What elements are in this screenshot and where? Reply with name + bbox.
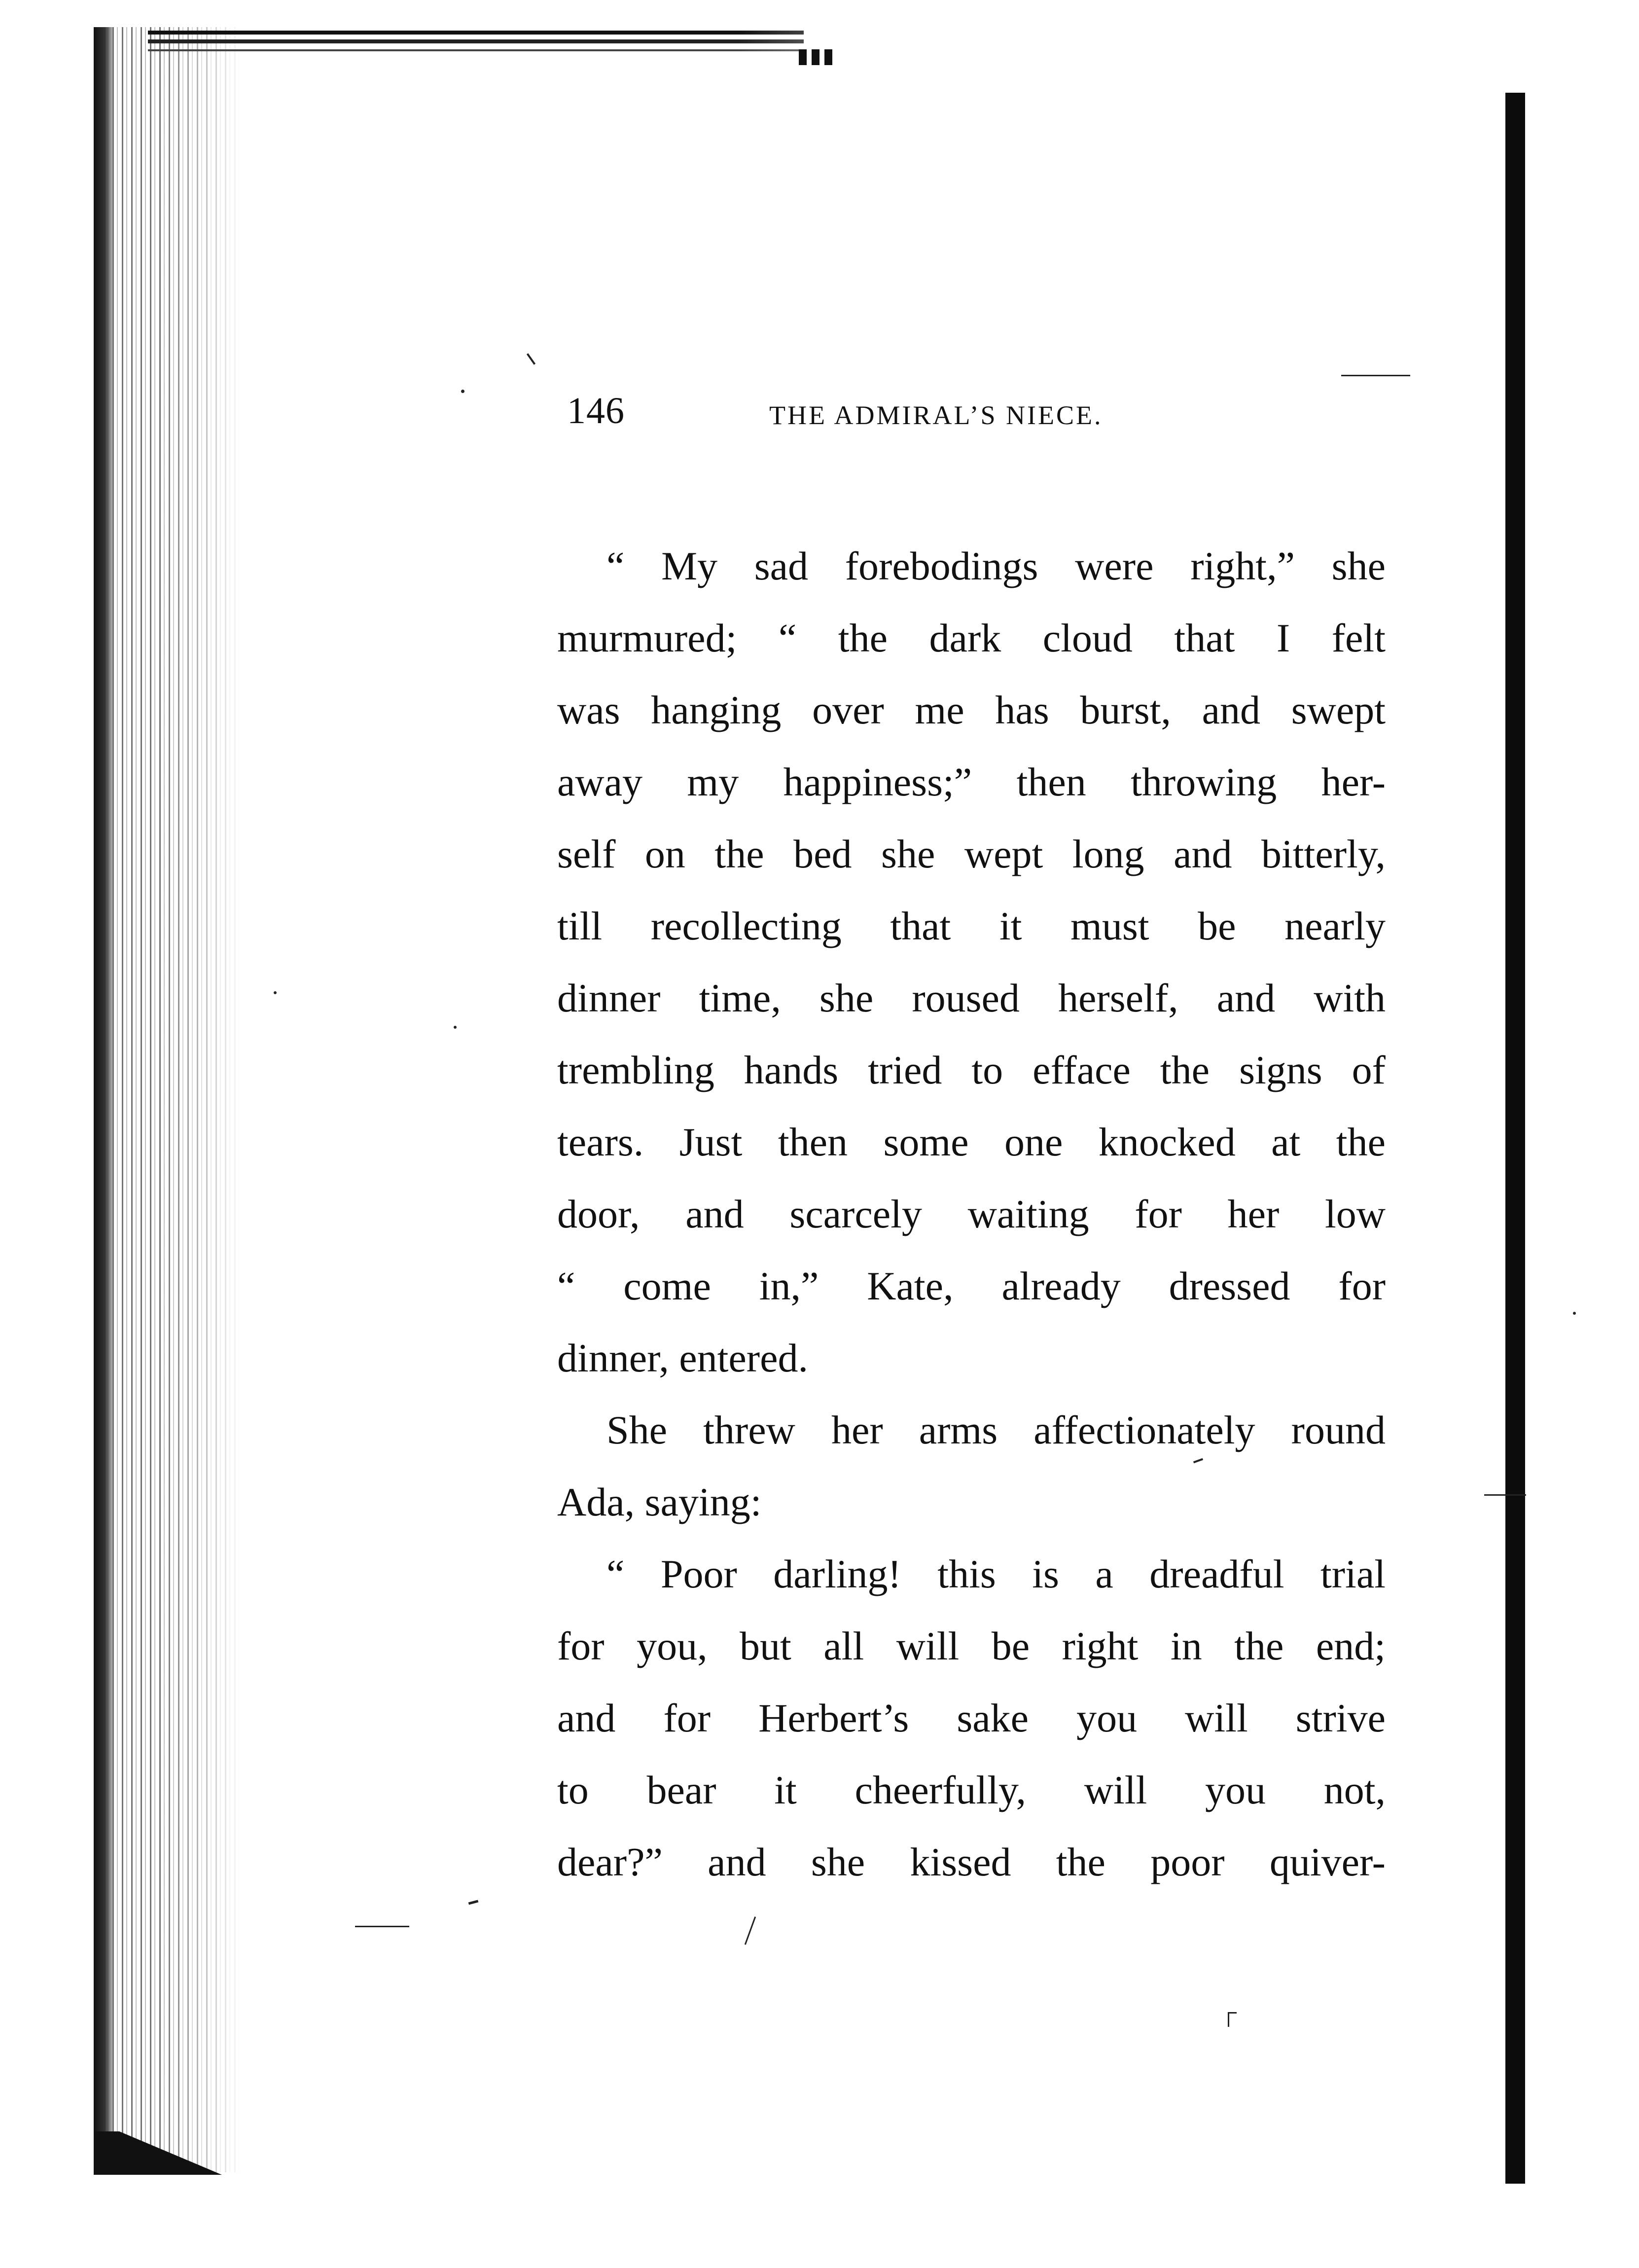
text-line: and for Herbert’s sake you will strive [557, 1695, 1386, 1740]
scan-speck [454, 1026, 457, 1029]
scan-edge-bar-right [1505, 93, 1525, 2184]
text-line: She threw her arms affectionately round [606, 1407, 1386, 1452]
scan-speck [745, 1916, 756, 1944]
text-line: tears. Just then some one knocked at the [557, 1119, 1386, 1164]
text-line: dinner, entered. [557, 1335, 808, 1380]
text-line: was hanging over me has burst, and swept [557, 687, 1386, 732]
scan-speck [1341, 375, 1410, 376]
text-line: away my happiness;” then throwing her- [557, 759, 1386, 804]
text-line: dinner time, she roused herself, and with [557, 975, 1386, 1020]
page-number: 146 [567, 390, 625, 432]
body-text [557, 530, 1386, 1898]
text-line: dear?” and she kissed the poor quiver- [557, 1839, 1386, 1884]
scan-speck [468, 1900, 479, 1905]
book-binding-edge-left [94, 27, 112, 2167]
book-binding-shadow-top [148, 31, 804, 65]
scan-speck [461, 390, 464, 393]
text-line: Ada, saying: [557, 1479, 762, 1524]
text-line: for you, but all will be right in the end; [557, 1623, 1386, 1668]
text-line: door, and scarcely waiting for her low [557, 1191, 1386, 1236]
text-line: murmured; “ the dark cloud that I felt [557, 615, 1386, 660]
text-line: till recollecting that it must be nearly [557, 903, 1386, 948]
running-title: THE ADMIRAL’S NIECE. [769, 400, 1103, 430]
scan-speck [1484, 1494, 1526, 1496]
scan-speck [355, 1926, 409, 1927]
text-line: self on the bed she wept long and bitterly, [557, 831, 1386, 876]
scan-speck [1573, 1312, 1576, 1315]
text-line: “ My sad forebodings were right,” she [606, 543, 1386, 588]
text-line: to bear it cheerfully, will you not, [557, 1767, 1386, 1812]
scan-speck [527, 353, 535, 365]
binding-marks-top [799, 49, 833, 65]
book-binding-shadow-left [94, 27, 242, 2172]
text-line: “ Poor darling! this is a dreadful trial [606, 1551, 1386, 1596]
scan-speck [274, 991, 277, 994]
text-line: trembling hands tried to efface the signs of [557, 1047, 1386, 1092]
text-line: “ come in,” Kate, already dressed for [557, 1263, 1386, 1308]
scan-speck [1228, 2012, 1229, 2027]
